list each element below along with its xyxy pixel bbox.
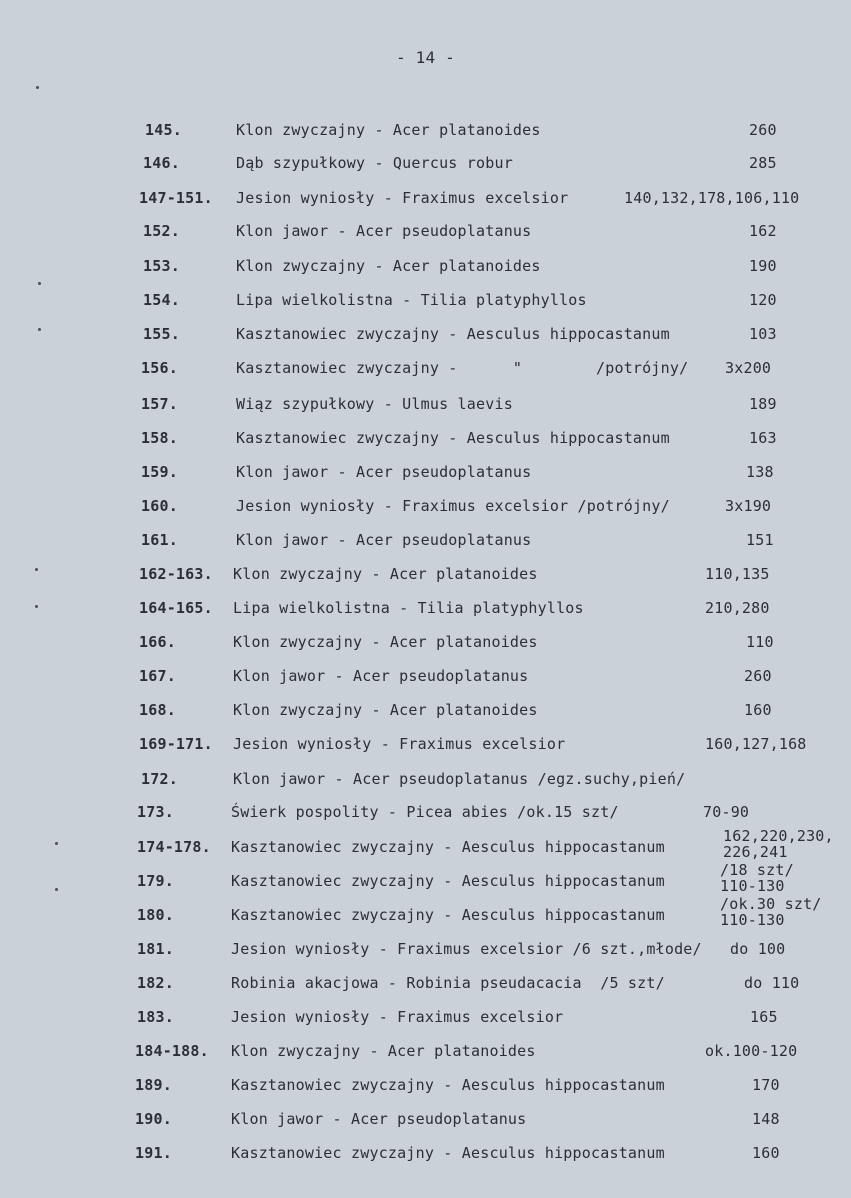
list-item	[0, 938, 851, 960]
entry-value: ok.100-120	[705, 1042, 798, 1060]
entry-number: 160.	[141, 497, 178, 515]
list-item	[0, 323, 851, 345]
entry-number: 166.	[139, 633, 176, 651]
list-item	[0, 563, 851, 585]
entry-value: 110	[746, 633, 774, 651]
entry-species: Kasztanowiec zwyczajny - Aesculus hippocastanum	[236, 429, 670, 447]
entry-number: 168.	[139, 701, 176, 719]
entry-value: 120	[749, 291, 777, 309]
list-item	[0, 801, 851, 823]
punch-mark	[35, 568, 38, 571]
punch-mark	[38, 328, 41, 331]
list-item	[0, 529, 851, 551]
entry-number: 180.	[137, 906, 174, 924]
list-item	[0, 289, 851, 311]
entry-value: /18 szt/	[720, 861, 794, 879]
list-item	[0, 827, 851, 861]
entry-species: Klon jawor - Acer pseudoplatanus	[231, 1110, 527, 1128]
list-item	[0, 1006, 851, 1028]
punch-mark	[35, 605, 38, 608]
list-item	[0, 220, 851, 242]
entry-value: 165	[750, 1008, 778, 1026]
list-item	[0, 768, 851, 790]
entry-value: /ok.30 szt/	[720, 895, 822, 913]
entry-number: 147-151.	[139, 189, 213, 207]
list-item	[0, 255, 851, 277]
entry-value: 260	[744, 667, 772, 685]
entry-number: 183.	[137, 1008, 174, 1026]
entry-number: 145.	[145, 121, 182, 139]
entry-number: 156.	[141, 359, 178, 377]
entry-value: 140,132,178,106,110	[624, 189, 800, 207]
list-item	[0, 733, 851, 755]
entry-value: 138	[746, 463, 774, 481]
entry-value: 285	[749, 154, 777, 172]
entry-species: Lipa wielkolistna - Tilia platyphyllos	[233, 599, 584, 617]
entry-species: Klon jawor - Acer pseudoplatanus	[236, 222, 532, 240]
entry-species: Klon zwyczajny - Acer platanoides	[233, 701, 538, 719]
list-item	[0, 119, 851, 141]
entry-value: do 110	[744, 974, 800, 992]
entry-species: Świerk pospolity - Picea abies /ok.15 szt/	[231, 803, 619, 821]
entry-value: 70-90	[703, 803, 750, 821]
list-item	[0, 699, 851, 721]
punch-mark	[38, 282, 41, 285]
list-item	[0, 665, 851, 687]
entry-number: 167.	[139, 667, 176, 685]
entry-value: 170	[752, 1076, 780, 1094]
entry-species: Kasztanowiec zwyczajny - Aesculus hippocastanum	[236, 325, 670, 343]
entry-value: do 100	[730, 940, 786, 958]
punch-mark	[55, 888, 58, 891]
entry-number: 173.	[137, 803, 174, 821]
list-item	[0, 895, 851, 929]
entry-species: Klon zwyczajny - Acer platanoides	[236, 121, 541, 139]
entry-number: 153.	[143, 257, 180, 275]
list-item	[0, 631, 851, 653]
entry-number: 159.	[141, 463, 178, 481]
entry-number: 162-163.	[139, 565, 213, 583]
list-item	[0, 1108, 851, 1130]
entry-number: 146.	[143, 154, 180, 172]
entry-value-continued: 110-130	[720, 911, 785, 929]
entry-number: 181.	[137, 940, 174, 958]
entry-value: 162	[749, 222, 777, 240]
list-item	[0, 861, 851, 895]
punch-mark	[55, 842, 58, 845]
entry-number: 189.	[135, 1076, 172, 1094]
entry-species: Kasztanowiec zwyczajny - Aesculus hippocastanum	[231, 1076, 665, 1094]
entry-number: 184-188.	[135, 1042, 209, 1060]
entry-species: Klon jawor - Acer pseudoplatanus	[236, 531, 532, 549]
entry-value-continued: 110-130	[720, 877, 785, 895]
entry-species: Klon jawor - Acer pseudoplatanus	[233, 667, 529, 685]
list-item	[0, 1040, 851, 1062]
list-item	[0, 357, 851, 379]
entry-number: 191.	[135, 1144, 172, 1162]
entry-value: 151	[746, 531, 774, 549]
list-item	[0, 187, 851, 209]
entry-species: Klon zwyczajny - Acer platanoides	[233, 633, 538, 651]
entry-value: 160	[752, 1144, 780, 1162]
list-item	[0, 1074, 851, 1096]
entry-number: 190.	[135, 1110, 172, 1128]
entry-value: 190	[749, 257, 777, 275]
list-item	[0, 495, 851, 517]
entry-species: Kasztanowiec zwyczajny - Aesculus hippocastanum	[231, 1144, 665, 1162]
entry-value: 148	[752, 1110, 780, 1128]
list-item	[0, 972, 851, 994]
page-number: - 14 -	[396, 48, 455, 67]
entry-species: Robinia akacjowa - Robinia pseudacacia /5 szt/	[231, 974, 665, 992]
entry-value-continued: 226,241	[723, 843, 788, 861]
entry-number: 158.	[141, 429, 178, 447]
entry-species: Kasztanowiec zwyczajny - Aesculus hippocastanum	[231, 872, 665, 890]
list-item	[0, 1142, 851, 1164]
entry-value: 3x200	[725, 359, 772, 377]
entry-value: 110,135	[705, 565, 770, 583]
entry-value: 189	[749, 395, 777, 413]
punch-mark	[36, 86, 39, 89]
entry-species: Jesion wyniosły - Fraximus excelsior /6 szt.,młode/	[231, 940, 702, 958]
entry-value: 103	[749, 325, 777, 343]
entry-species: Klon zwyczajny - Acer platanoides	[231, 1042, 536, 1060]
entry-number: 152.	[143, 222, 180, 240]
entry-number: 155.	[143, 325, 180, 343]
entry-species: Kasztanowiec zwyczajny - Aesculus hippocastanum	[231, 906, 665, 924]
entry-value: 160,127,168	[705, 735, 807, 753]
list-item	[0, 427, 851, 449]
entry-species: Jesion wyniosły - Fraximus excelsior	[233, 735, 566, 753]
entry-value: 3x190	[725, 497, 772, 515]
entry-species: Kasztanowiec zwyczajny - " /potrójny/	[236, 359, 689, 377]
entry-species: Klon zwyczajny - Acer platanoides	[236, 257, 541, 275]
entry-value: 260	[749, 121, 777, 139]
entry-value: 210,280	[705, 599, 770, 617]
list-item	[0, 461, 851, 483]
entry-species: Jesion wyniosły - Fraximus excelsior /potrójny/	[236, 497, 670, 515]
entry-value: 162,220,230,	[723, 827, 834, 845]
entry-number: 169-171.	[139, 735, 213, 753]
entry-species: Jesion wyniosły - Fraximus excelsior	[231, 1008, 564, 1026]
entry-number: 174-178.	[137, 838, 211, 856]
entry-number: 157.	[141, 395, 178, 413]
list-item	[0, 597, 851, 619]
entry-number: 182.	[137, 974, 174, 992]
entry-value: 160	[744, 701, 772, 719]
entry-value: 163	[749, 429, 777, 447]
entry-number: 179.	[137, 872, 174, 890]
entry-species: Kasztanowiec zwyczajny - Aesculus hippocastanum	[231, 838, 665, 856]
entry-number: 161.	[141, 531, 178, 549]
entry-species: Wiąz szypułkowy - Ulmus laevis	[236, 395, 513, 413]
entry-species: Klon zwyczajny - Acer platanoides	[233, 565, 538, 583]
entry-number: 154.	[143, 291, 180, 309]
list-item	[0, 152, 851, 174]
entry-species: Klon jawor - Acer pseudoplatanus /egz.suchy,pień/	[233, 770, 686, 788]
entry-species: Lipa wielkolistna - Tilia platyphyllos	[236, 291, 587, 309]
entry-species: Klon jawor - Acer pseudoplatanus	[236, 463, 532, 481]
entry-number: 164-165.	[139, 599, 213, 617]
list-item	[0, 393, 851, 415]
entry-number: 172.	[141, 770, 178, 788]
entry-species: Dąb szypułkowy - Quercus robur	[236, 154, 513, 172]
entry-species: Jesion wyniosły - Fraximus excelsior	[236, 189, 569, 207]
